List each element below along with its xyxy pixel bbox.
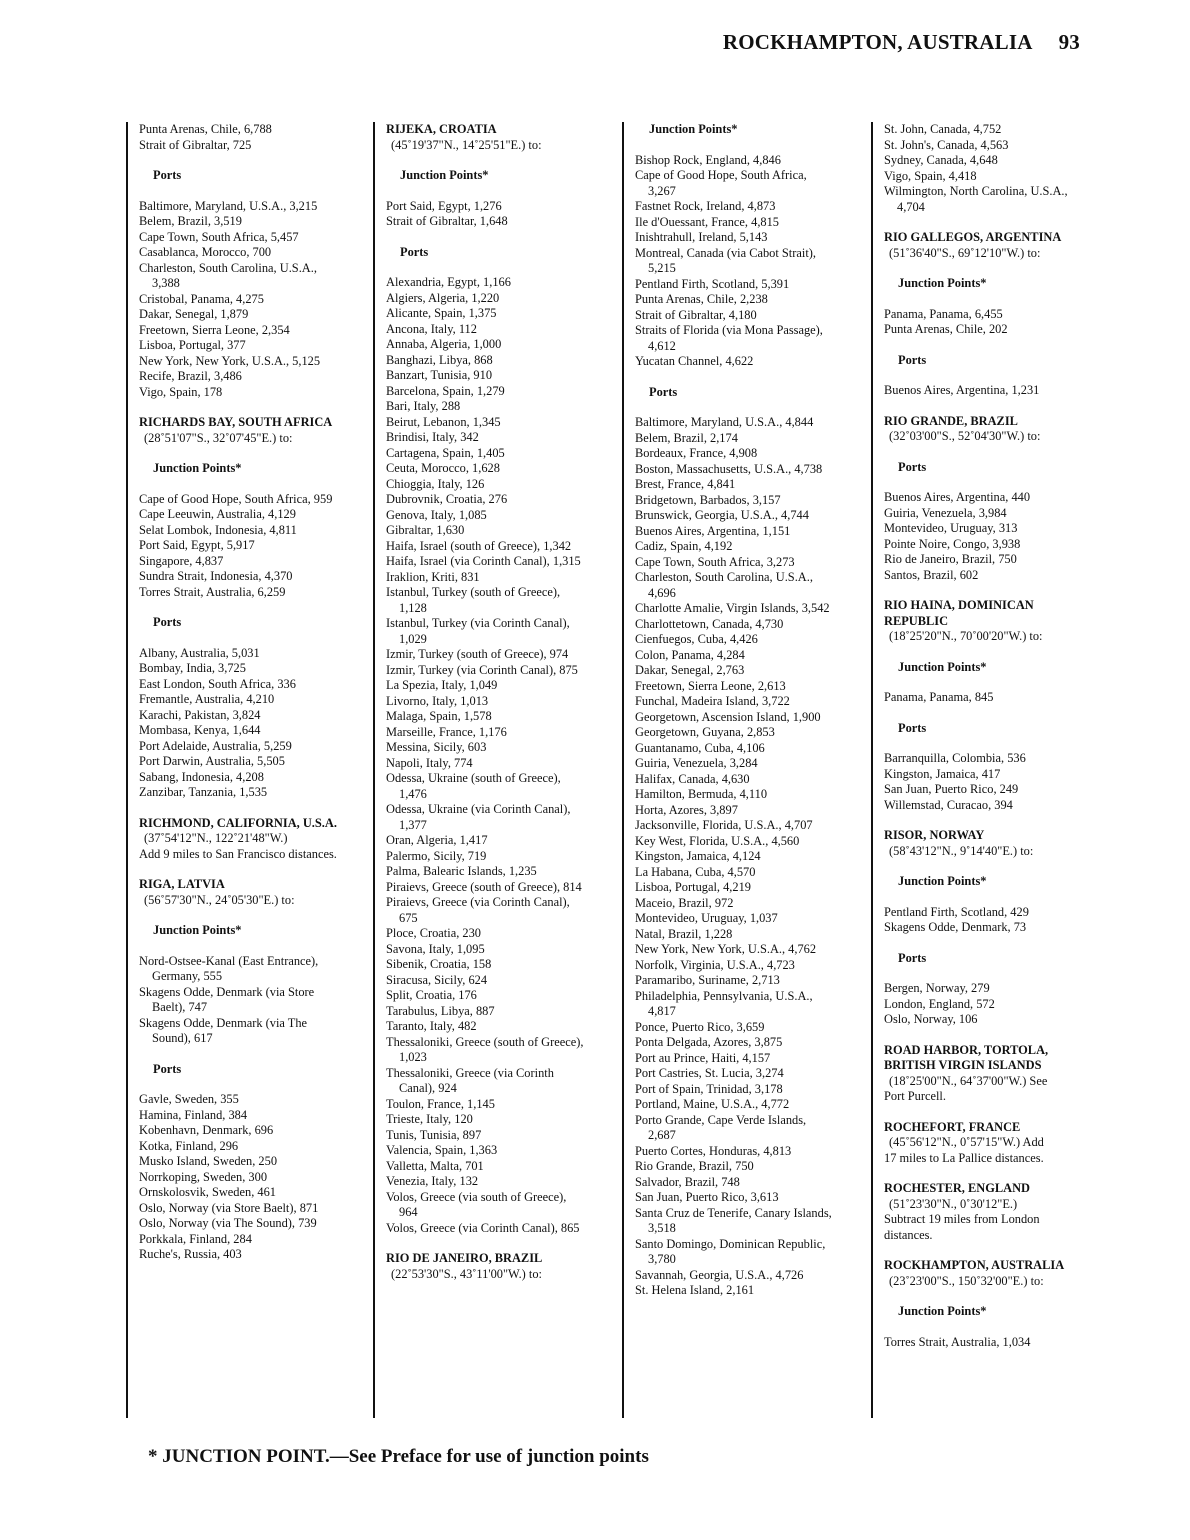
footnote: * JUNCTION POINT.—See Preface for use of junction points [148,1446,649,1467]
section-subheading: Junction Points* [153,461,242,475]
distance-entry: Montreal, Canada (via Cabot Strait), 5,215 [635,245,816,275]
distance-entry: Jacksonville, Florida, U.S.A., 4,707 [635,818,813,832]
distance-entry: Belem, Brazil, 3,519 [139,214,242,228]
section-subheading: Ports [898,950,927,965]
port-coordinates: (18˚25'20"N., 70˚00'20"W.) to: [889,629,1043,643]
distance-entry: Banzart, Tunisia, 910 [386,368,493,382]
distance-entry: St. John's, Canada, 4,563 [884,137,1009,152]
distance-entry: Cape of Good Hope, South Africa, 3,267 [635,168,807,198]
distance-entry: Vigo, Spain, 4,418 [884,168,977,183]
section-subheading: Ports [153,1061,182,1076]
distance-entry: Hamina, Finland, 384 [139,1107,248,1122]
distance-entry: Izmir, Turkey (south of Greece), 974 [386,647,569,661]
distance-entry: Thessaloniki, Greece (south of Greece), 1,023 [386,1034,584,1064]
port-coordinates: (22˚53'30"S., 43˚11'00"W.) to: [391,1266,542,1281]
spacer [884,399,1086,414]
distance-entry: Georgetown, Guyana, 2,853 [635,725,775,739]
distance-entry: Istanbul, Turkey (south of Greece), 1,128 [386,585,561,615]
distance-entry: Santa Cruz de Tenerife, Canary Islands, 3,518 [635,1205,832,1235]
distance-entry: Venezia, Italy, 132 [386,1174,479,1188]
distance-entry: Sabang, Indonesia, 4,208 [139,769,264,784]
section-subheading: Junction Points* [400,168,489,182]
port-coordinates: (45˚56'12"N., 0˚57'15"W.) Add [889,1135,1044,1149]
port-coordinates: (51˚36'40"S., 69˚12'10"W.) to: [889,245,1041,260]
distance-entry: Singapore, 4,837 [139,553,224,568]
distance-entry: Ornskolosvik, Sweden, 461 [139,1185,276,1199]
spacer [139,400,341,415]
distance-entry: Santos, Brazil, 602 [884,567,979,582]
distance-entry: Toulon, France, 1,145 [386,1096,495,1111]
distance-entry: Sibenik, Croatia, 158 [386,957,492,971]
port-note: Add 9 miles to San Francisco distances. [139,846,337,861]
distance-entry: Port Adelaide, Australia, 5,259 [139,738,292,753]
distance-entry: Cape of Good Hope, South Africa, 959 [139,491,333,506]
distance-entry: Brindisi, Italy, 342 [386,430,479,444]
distance-entry: Port au Prince, Haiti, 4,157 [635,1050,771,1065]
distance-entry: Ponce, Puerto Rico, 3,659 [635,1019,765,1034]
spacer [386,1236,588,1251]
distance-entry: Tunis, Tunisia, 897 [386,1127,482,1142]
distance-entry: Recife, Brazil, 3,486 [139,369,242,383]
distance-entry: Panama, Panama, 845 [884,690,994,704]
spacer [884,1105,1086,1120]
distance-entry: Volos, Greece (via Corinth Canal), 865 [386,1220,580,1235]
distance-entry: Yucatan Channel, 4,622 [635,354,754,368]
port-coordinates: (32˚03'00"S., 52˚04'30"W.) to: [889,429,1041,443]
distance-entry: Guiria, Venezuela, 3,984 [884,505,1007,520]
distance-entry: Kotka, Finland, 296 [139,1138,239,1153]
distance-entry: Bishop Rock, England, 4,846 [635,152,781,167]
distance-entry: Montevideo, Uruguay, 313 [884,521,1018,535]
distance-entry: Genova, Italy, 1,085 [386,507,487,522]
distance-entry: Guantanamo, Cuba, 4,106 [635,740,765,755]
port-heading: RICHMOND, CALIFORNIA, U.S.A. [139,815,337,830]
distance-entry: Port Darwin, Australia, 5,505 [139,754,285,768]
distance-entry: Annaba, Algeria, 1,000 [386,337,502,351]
distance-entry: Kobenhavn, Denmark, 696 [139,1123,274,1137]
section-subheading: Junction Points* [153,923,242,937]
distance-entry: Hamilton, Bermuda, 4,110 [635,787,768,801]
distance-entry: Guiria, Venezuela, 3,284 [635,756,758,770]
distance-entry: Lisboa, Portugal, 4,219 [635,880,751,894]
page-number: 93 [1058,30,1080,54]
column-1 [126,122,341,1418]
distance-entry: Ponta Delgada, Azores, 3,875 [635,1035,783,1049]
distance-entry: Oran, Algeria, 1,417 [386,833,488,847]
distance-entry: Piraievs, Greece (south of Greece), 814 [386,879,582,894]
distance-entry: Izmir, Turkey (via Corinth Canal), 875 [386,662,578,677]
distance-entry: Alexandria, Egypt, 1,166 [386,275,511,289]
section-subheading: Ports [153,615,182,629]
distance-entry: Odessa, Ukraine (via Corinth Canal), 1,377 [386,802,571,832]
distance-entry: Buenos Aires, Argentina, 1,231 [884,383,1040,397]
spacer [884,1166,1086,1181]
distance-entry: Messina, Sicily, 603 [386,740,487,754]
distance-entry: Ile d'Ouessant, France, 4,815 [635,214,779,229]
port-heading: RISOR, NORWAY [884,828,985,842]
distance-entry: Musko Island, Sweden, 250 [139,1154,278,1168]
spacer [884,583,1086,598]
section-subheading: Ports [898,459,927,474]
distance-entry: Selat Lombok, Indonesia, 4,811 [139,522,297,537]
distance-entry: Strait of Gibraltar, 1,648 [386,214,508,228]
distance-entry: Skagens Odde, Denmark (via The Sound), 617 [139,1015,308,1045]
spacer [884,1028,1086,1043]
distance-entry: Port of Spain, Trinidad, 3,178 [635,1081,783,1096]
distance-entry: La Habana, Cuba, 4,570 [635,864,756,879]
distance-entry: Istanbul, Turkey (via Corinth Canal), 1,029 [386,616,570,646]
distance-entry: Cadiz, Spain, 4,192 [635,539,733,553]
distance-entry: Paramaribo, Suriname, 2,713 [635,973,780,987]
spacer [884,813,1086,828]
port-heading: RIO HAINA, DOMINICAN REPUBLIC [884,598,1034,628]
section-subheading: Junction Points* [898,874,987,888]
distance-entry: Straits of Florida (via Mona Passage), 4,612 [635,323,823,353]
distance-entry: Oslo, Norway (via Store Baelt), 871 [139,1200,319,1215]
distance-entry: Brunswick, Georgia, U.S.A., 4,744 [635,508,809,522]
section-subheading: Ports [400,244,429,259]
distance-entry: Haifa, Israel (south of Greece), 1,342 [386,538,572,553]
distance-entry: Punta Arenas, Chile, 2,238 [635,292,768,306]
section-subheading: Ports [649,384,678,399]
header-title: ROCKHAMPTON, AUSTRALIA [722,30,1033,54]
distance-entry: Norfolk, Virginia, U.S.A., 4,723 [635,957,795,972]
port-coordinates: (56˚57'30"N., 24˚05'30"E.) to: [144,892,295,907]
section-subheading: Ports [898,720,927,735]
distance-entry: Port Castries, St. Lucia, 3,274 [635,1066,784,1080]
distance-entry: Buenos Aires, Argentina, 440 [884,490,1031,504]
spacer [884,215,1086,230]
port-note: Subtract 19 miles from London distances. [884,1212,1040,1242]
distance-entry: Split, Croatia, 176 [386,988,477,1002]
distance-entry: Kingston, Jamaica, 417 [884,766,1001,781]
running-header [723,30,1080,55]
distance-entry: Barranquilla, Colombia, 536 [884,751,1026,765]
distance-entry: Casablanca, Morocco, 700 [139,245,272,259]
distance-entry: Ploce, Croatia, 230 [386,926,481,940]
distance-entry: Palma, Balearic Islands, 1,235 [386,864,537,878]
distance-entry: Inishtrahull, Ireland, 5,143 [635,230,768,244]
distance-entry: Philadelphia, Pennsylvania, U.S.A., 4,817 [635,988,813,1018]
distance-entry: Mombasa, Kenya, 1,644 [139,723,261,737]
distance-entry: Torres Strait, Australia, 6,259 [139,584,286,599]
distance-entry: Ancona, Italy, 112 [386,321,477,336]
distance-entry: St. Helena Island, 2,161 [635,1283,755,1297]
distance-entry: Pentland Firth, Scotland, 5,391 [635,276,790,291]
port-heading: RIO DE JANEIRO, BRAZIL [386,1251,543,1265]
port-note: 17 miles to La Pallice distances. [884,1150,1044,1165]
distance-entry: Colon, Panama, 4,284 [635,647,745,662]
distance-entry: Freetown, Sierra Leone, 2,354 [139,322,290,337]
distance-entry: Livorno, Italy, 1,013 [386,693,489,708]
section-subheading: Junction Points* [898,1304,987,1318]
distance-entry: Vigo, Spain, 178 [139,384,223,399]
distance-entry: Cape Leeuwin, Australia, 4,129 [139,507,296,521]
port-heading: RIO GALLEGOS, ARGENTINA [884,230,1062,244]
distance-entry: Halifax, Canada, 4,630 [635,771,750,786]
distance-entry: Panama, Panama, 6,455 [884,306,1003,321]
distance-entry: New York, New York, U.S.A., 4,762 [635,942,817,956]
distance-entry: Albany, Australia, 5,031 [139,645,260,660]
distance-entry: Cienfuegos, Cuba, 4,426 [635,632,758,646]
distance-entry: Natal, Brazil, 1,228 [635,926,733,941]
distance-entry: Gibraltar, 1,630 [386,523,465,537]
distance-entry: Baltimore, Maryland, U.S.A., 4,844 [635,415,814,429]
distance-entry: London, England, 572 [884,996,995,1011]
distance-entry: Santo Domingo, Dominican Republic, 3,780 [635,1236,826,1266]
distance-entry: Bombay, India, 3,725 [139,661,246,675]
section-subheading: Junction Points* [649,122,738,136]
distance-entry: Maceio, Brazil, 972 [635,895,734,910]
distance-entry: Sundra Strait, Indonesia, 4,370 [139,569,293,583]
distance-entry: Charleston, South Carolina, U.S.A., 3,388 [139,260,317,290]
port-heading: RIJEKA, CROATIA [386,122,497,136]
distance-entry: Valencia, Spain, 1,363 [386,1143,498,1157]
distance-entry: Iraklion, Kriti, 831 [386,569,480,584]
distance-entry: San Juan, Puerto Rico, 249 [884,782,1019,796]
distance-entry: Skagens Odde, Denmark, 73 [884,920,1027,934]
distance-entry: Ceuta, Morocco, 1,628 [386,461,500,475]
distance-entry: Georgetown, Ascension Island, 1,900 [635,709,821,724]
distance-entry: Punta Arenas, Chile, 202 [884,322,1008,336]
distance-entry: Savannah, Georgia, U.S.A., 4,726 [635,1267,804,1282]
distance-entry: Freetown, Sierra Leone, 2,613 [635,678,786,693]
distance-entry: La Spezia, Italy, 1,049 [386,678,498,692]
port-heading: ROCKHAMPTON, AUSTRALIA [884,1258,1065,1272]
distance-entry: Charleston, South Carolina, U.S.A., 4,696 [635,570,813,600]
distance-entry: Karachi, Pakistan, 3,824 [139,707,261,722]
distance-entry: St. John, Canada, 4,752 [884,122,1002,136]
distance-entry: Torres Strait, Australia, 1,034 [884,1334,1031,1349]
distance-entry: Salvador, Brazil, 748 [635,1174,740,1189]
distance-entry: Rio de Janeiro, Brazil, 750 [884,552,1017,566]
port-coordinates: (51˚23'30"N., 0˚30'12"E.) [889,1196,1018,1211]
distance-entry: Banghazi, Libya, 868 [386,352,493,367]
distance-entry: Dakar, Senegal, 2,763 [635,663,745,677]
distance-entry: Valletta, Malta, 701 [386,1158,484,1173]
distance-entry: Portland, Maine, U.S.A., 4,772 [635,1097,790,1111]
port-coordinates: (45˚19'37"N., 14˚25'51"E.) to: [391,137,542,152]
distance-entry: Port Said, Egypt, 5,917 [139,538,255,552]
distance-entry: Sydney, Canada, 4,648 [884,153,998,167]
distance-entry: Alicante, Spain, 1,375 [386,306,497,320]
spacer [139,801,341,816]
distance-entry: Rio Grande, Brazil, 750 [635,1159,754,1173]
port-heading: ROCHESTER, ENGLAND [884,1181,1030,1195]
port-heading: ROCHEFORT, FRANCE [884,1119,1021,1134]
section-subheading: Ports [153,168,182,182]
section-subheading: Ports [898,352,927,367]
distance-entry: Tarabulus, Libya, 887 [386,1003,495,1018]
distance-entry: Dubrovnik, Croatia, 276 [386,492,508,506]
port-coordinates: (23˚23'00"S., 150˚32'00"E.) to: [889,1273,1044,1288]
distance-entry: Baltimore, Maryland, U.S.A., 3,215 [139,198,318,213]
distance-entry: Oslo, Norway, 106 [884,1012,978,1026]
spacer [139,862,341,877]
column-4 [871,122,1086,1418]
distance-entry: Kingston, Jamaica, 4,124 [635,849,761,863]
distance-entry: Fastnet Rock, Ireland, 4,873 [635,199,776,213]
distance-entry: Oslo, Norway (via The Sound), 739 [139,1216,317,1230]
distance-entry: Chioggia, Italy, 126 [386,476,485,491]
distance-entry: San Juan, Puerto Rico, 3,613 [635,1190,779,1204]
port-coordinates: (18˚25'00"N., 64˚37'00"W.) See [889,1073,1048,1088]
distance-entry: Barcelona, Spain, 1,279 [386,383,505,398]
port-heading: ROAD HARBOR, TORTOLA, BRITISH VIRGIN ISLANDS [884,1042,1049,1072]
distance-entry: Odessa, Ukraine (south of Greece), 1,476 [386,771,561,801]
distance-entry: Porto Grande, Cape Verde Islands, 2,687 [635,1112,807,1142]
port-coordinates: (58˚43'12"N., 9˚14'40"E.) to: [889,843,1034,858]
section-subheading: Junction Points* [898,276,987,290]
distance-entry: Taranto, Italy, 482 [386,1019,477,1033]
column-3 [622,122,837,1418]
distance-entry: Charlotte Amalie, Virgin Islands, 3,542 [635,601,830,615]
port-heading: RICHARDS BAY, SOUTH AFRICA [139,415,333,429]
distance-entry: Wilmington, North Carolina, U.S.A., 4,704 [884,184,1068,214]
distance-entry: Skagens Odde, Denmark (via Store Baelt), 747 [139,984,315,1014]
distance-entry: Fremantle, Australia, 4,210 [139,692,275,706]
distance-entry: Buenos Aires, Argentina, 1,151 [635,523,791,538]
distance-entry: Gavle, Sweden, 355 [139,1092,239,1106]
distance-entry: Charlottetown, Canada, 4,730 [635,616,784,631]
distance-entry: Horta, Azores, 3,897 [635,802,738,817]
distance-entry: Siracusa, Sicily, 624 [386,972,488,987]
distance-entry: Cape Town, South Africa, 3,273 [635,554,795,569]
distance-entry: Palermo, Sicily, 719 [386,848,487,863]
distance-entry: Dakar, Senegal, 1,879 [139,307,249,321]
port-heading: RIGA, LATVIA [139,877,225,891]
distance-entry: Cartagena, Spain, 1,405 [386,445,505,460]
distance-entry: Savona, Italy, 1,095 [386,941,485,956]
distance-entry: Puerto Cortes, Honduras, 4,813 [635,1143,792,1158]
distance-entry: Marseille, France, 1,176 [386,724,507,739]
distance-entry: Pentland Firth, Scotland, 429 [884,904,1029,919]
distance-entry: Algiers, Algeria, 1,220 [386,290,500,305]
port-coordinates: (28˚51'07"S., 32˚07'45"E.) to: [144,430,293,445]
distance-entry: Napoli, Italy, 774 [386,755,473,770]
section-subheading: Junction Points* [898,659,987,674]
distance-entry: Volos, Greece (via south of Greece), 964 [386,1189,567,1219]
distance-entry: Strait of Gibraltar, 725 [139,137,252,152]
distance-entry: Port Said, Egypt, 1,276 [386,198,502,213]
distance-entry: Nord-Ostsee-Kanal (East Entrance), Germany, 555 [139,953,319,983]
distance-entry: Willemstad, Curacao, 394 [884,797,1013,812]
distance-entry: Boston, Massachusetts, U.S.A., 4,738 [635,461,823,476]
distance-entry: Bergen, Norway, 279 [884,981,990,995]
distance-entry: Beirut, Lebanon, 1,345 [386,414,501,429]
distance-entry: Porkkala, Finland, 284 [139,1231,252,1246]
distance-entry: Punta Arenas, Chile, 6,788 [139,122,272,136]
distance-entry: Ruche's, Russia, 403 [139,1247,242,1261]
distance-entry: Strait of Gibraltar, 4,180 [635,307,757,322]
column-2 [373,122,588,1418]
distance-entry: Funchal, Madeira Island, 3,722 [635,694,790,708]
distance-entry: Haifa, Israel (via Corinth Canal), 1,315 [386,554,581,568]
distance-entry: Bari, Italy, 288 [386,399,461,413]
distance-entry: Lisboa, Portugal, 377 [139,338,246,352]
distance-entry: Malaga, Spain, 1,578 [386,709,492,723]
distance-entry: Montevideo, Uruguay, 1,037 [635,911,778,925]
distance-entry: Norrkoping, Sweden, 300 [139,1169,268,1184]
port-coordinates: (37˚54'12"N., 122˚21'48"W.) [144,831,288,845]
port-heading: RIO GRANDE, BRAZIL [884,413,1018,428]
distance-entry: Pointe Noire, Congo, 3,938 [884,536,1021,551]
distance-entry: Piraievs, Greece (via Corinth Canal), 675 [386,895,570,925]
distance-entry: Cape Town, South Africa, 5,457 [139,229,299,244]
distance-entry: Belem, Brazil, 2,174 [635,430,738,445]
distance-entry: Cristobal, Panama, 4,275 [139,291,264,306]
distance-entry: Brest, France, 4,841 [635,477,736,491]
distance-entry: Trieste, Italy, 120 [386,1112,473,1126]
distance-entry: Bordeaux, France, 4,908 [635,446,758,460]
distance-entry: Bridgetown, Barbados, 3,157 [635,492,781,507]
port-note: Port Purcell. [884,1089,946,1103]
distance-entry: Key West, Florida, U.S.A., 4,560 [635,833,800,848]
spacer [884,1243,1086,1258]
distance-entry: East London, South Africa, 336 [139,676,296,691]
distance-entry: Zanzibar, Tanzania, 1,535 [139,785,268,799]
distance-entry: New York, New York, U.S.A., 5,125 [139,353,321,368]
distance-entry: Thessaloniki, Greece (via Corinth Canal), 924 [386,1065,554,1095]
